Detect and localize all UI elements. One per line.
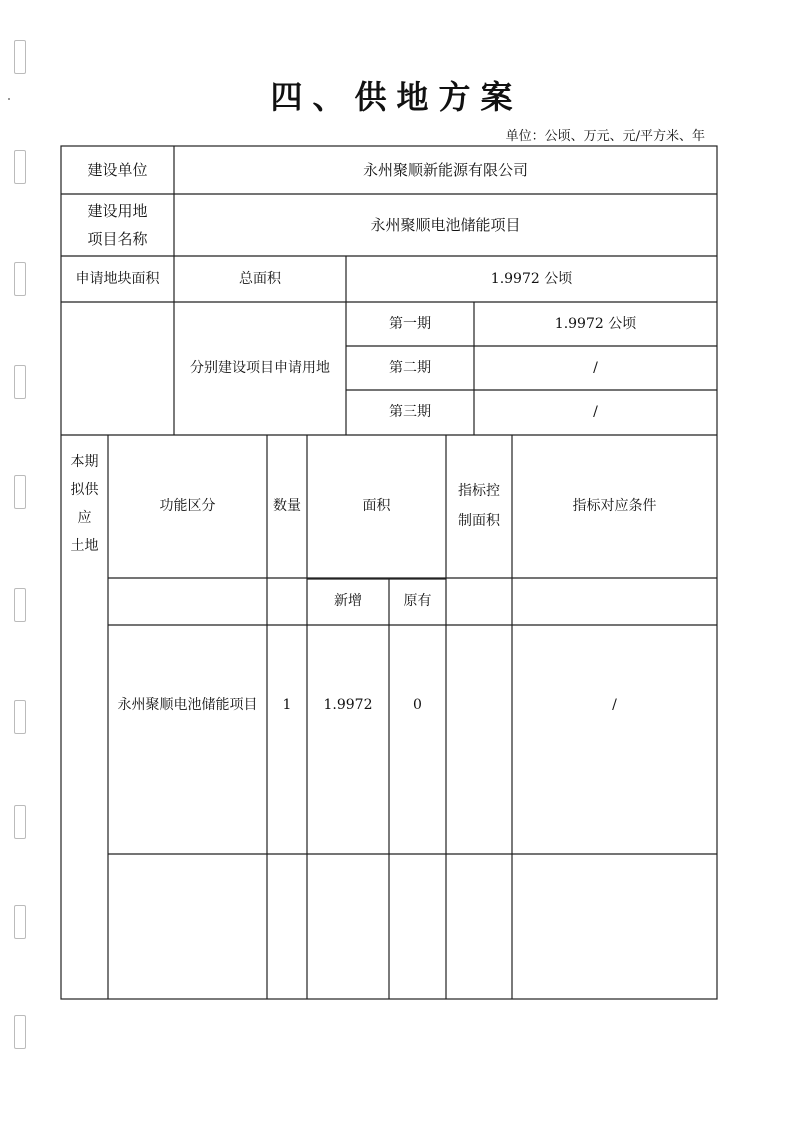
scan-speck bbox=[8, 98, 10, 100]
header-area: 面积 bbox=[362, 498, 391, 515]
phase-label: 第一期 bbox=[389, 315, 431, 332]
project-label: 建设用地 项目名称 bbox=[87, 201, 148, 248]
split-label: 分别建设项目申请用地 bbox=[190, 360, 330, 377]
entry-function: 永州聚顺电池储能项目 bbox=[117, 696, 258, 713]
page-title: 四、供地方案 bbox=[270, 78, 523, 116]
entry-condition: / bbox=[612, 696, 617, 713]
area-label: 申请地块面积 bbox=[75, 270, 160, 287]
header-function: 功能区分 bbox=[159, 498, 216, 515]
header-area-existing: 原有 bbox=[403, 593, 432, 610]
header-condition: 指标对应条件 bbox=[572, 498, 657, 515]
entry-area-existing: 0 bbox=[413, 696, 422, 713]
project-value: 永州聚顺电池储能项目 bbox=[370, 215, 521, 234]
total-area-value: 1.9972 公顷 bbox=[490, 270, 573, 287]
header-area-new: 新增 bbox=[334, 593, 362, 610]
header-control-area: 指标控 制面积 bbox=[458, 483, 500, 529]
header-count: 数量 bbox=[273, 498, 301, 515]
unit-note: 单位：公顷、万元、元/平方米、年 bbox=[505, 129, 705, 144]
builder-label: 建设单位 bbox=[87, 160, 148, 179]
total-area-label: 总面积 bbox=[239, 270, 281, 287]
supply-side-label: 本期 拟供 应 土地 bbox=[70, 454, 99, 554]
phase-label: 第三期 bbox=[389, 404, 431, 421]
phase-value: 1.9972 公顷 bbox=[554, 315, 637, 332]
phase-label: 第二期 bbox=[389, 359, 431, 376]
entry-area-new: 1.9972 bbox=[323, 696, 373, 713]
phase-value: / bbox=[593, 404, 598, 421]
builder-value: 永州聚顺新能源有限公司 bbox=[362, 160, 528, 179]
phase-value: / bbox=[593, 359, 598, 376]
entry-count: 1 bbox=[282, 696, 292, 713]
